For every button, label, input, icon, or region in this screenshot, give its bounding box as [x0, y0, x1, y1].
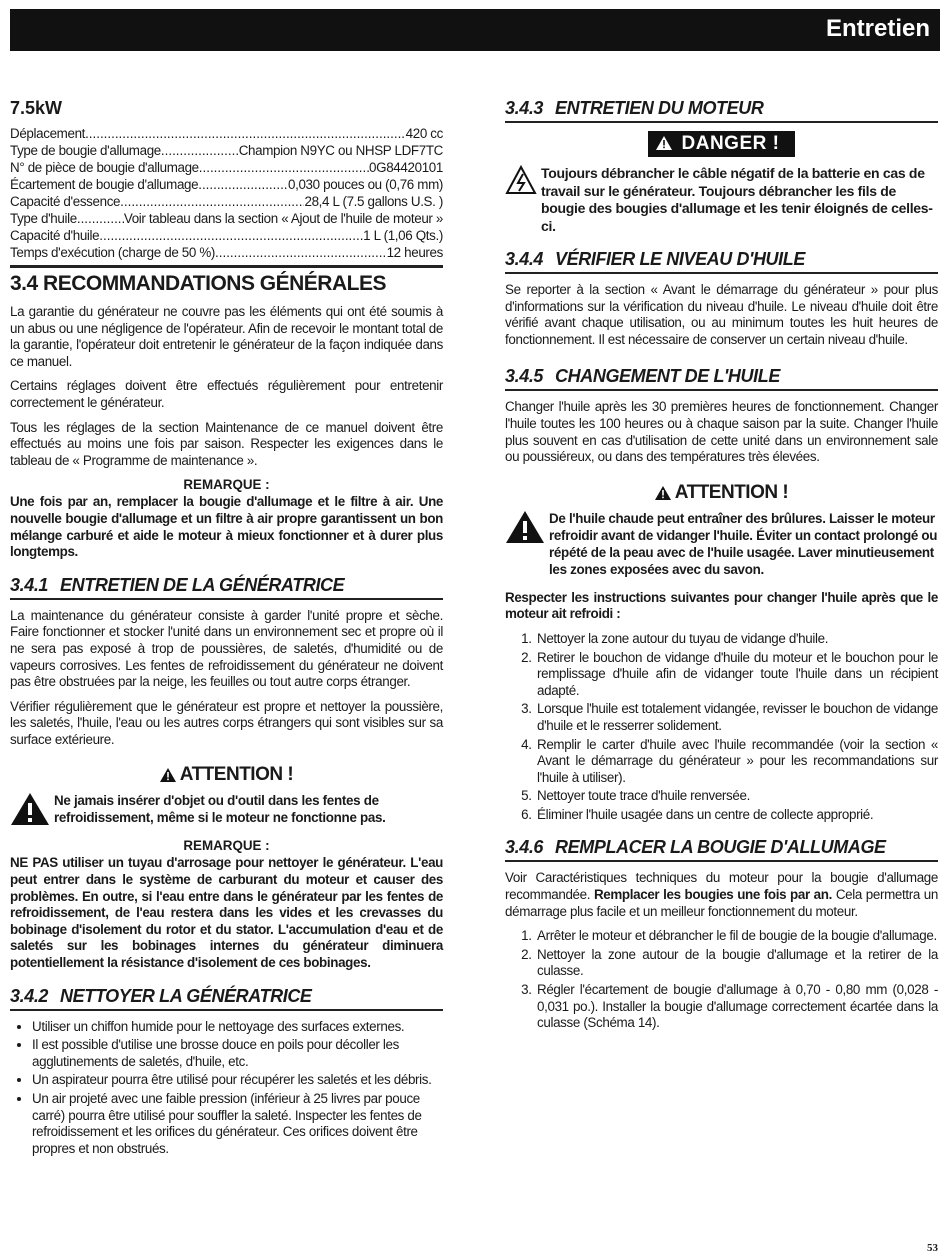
- list-item: 2. Nettoyer la zone autour de la bougie d'allumage et la retirer de la culasse.: [535, 947, 938, 980]
- dot-leader: [198, 176, 288, 193]
- subsection-number: 3.4.1: [10, 574, 49, 595]
- paragraph: Vérifier régulièrement que le générateur est propre et nettoyer la poussière, les saletés, l'huile, l'eau ou les autres corps étrangers qui sont visibles sur sa surface extérieure.: [10, 698, 443, 747]
- header-bar: [10, 9, 940, 51]
- section-heading: 3.4 RECOMMANDATIONS GÉNÉRALES: [10, 265, 443, 296]
- spec-row: [10, 176, 443, 193]
- spec-value: Champion N9YC ou NHSP LDF7TC: [238, 143, 443, 158]
- note-text: Une fois par an, remplacer la bougie d'allumage et le filtre à air. Une nouvelle bougie d'allumage et un filtre à air propre garantissent un bon mélange carburé et aide le moteur à mieux fonctionner et à durer plus longtemps.: [10, 494, 443, 560]
- subsection-heading: [505, 249, 938, 274]
- subsection-heading: [10, 575, 443, 600]
- attention-title: ATTENTION !: [505, 482, 938, 504]
- attention-text: De l'huile chaude peut entraîner des brûlures. Laisser le moteur refroidir avant de vidanger l'huile. Éviter un contact prolongé ou répété de la peau avec de l'huile usagée. Laver minutieusement les zones exposées avec du savon.: [549, 510, 938, 577]
- list-item: • Utiliser un chiffon humide pour le nettoyage des surfaces externes.: [32, 1019, 443, 1036]
- paragraph: Voir Caractéristiques techniques du moteur pour la bougie d'allumage recommandée. Remplacer les bougies une fois par an. Cela permettra un démarrage plus facile et un meilleur fonctionnement du moteur.: [505, 870, 938, 919]
- spec-label: Type de bougie d'allumage: [10, 143, 161, 158]
- page-title: Entretien: [825, 15, 930, 42]
- list-item: 3. Régler l'écartement de bougie d'allumage à 0,70 - 0,80 mm (0,028 - 0,031 po.). Installer la bougie d'allumage correctement écartée dans la culasse (Schéma 14).: [535, 982, 938, 1032]
- spec-row: [10, 125, 443, 142]
- dot-leader: [77, 210, 124, 227]
- page-number: 53: [927, 1242, 938, 1254]
- warning-triangle-icon: [655, 486, 671, 500]
- spec-label: N° de pièce de bougie d'allumage: [10, 160, 199, 175]
- attention-title: ATTENTION !: [10, 764, 443, 786]
- spec-value: 12 heures: [386, 245, 443, 260]
- danger-box: [505, 165, 938, 235]
- list-item: • Il est possible d'utilise une brosse douce en poils pour décoller les agglutinements de saletés, d'huile, etc.: [32, 1037, 443, 1070]
- spec-table: [10, 125, 443, 261]
- list-item: • Un air projeté avec une faible pression (inférieur à 25 livres par pouce carré) pourra être utilisé pour souffler la saleté. Inspecter les fentes de refroidissement et les orifices du générateur. Ces orifices doivent être propres et non obstrués.: [32, 1091, 443, 1157]
- list-item: 1. Nettoyer la zone autour du tuyau de vidange d'huile.: [535, 631, 938, 648]
- list-item: 4. Remplir le carter d'huile avec l'huile recommandée (voir la section « Avant le démarrage du générateur » pour les recommandations sur l'huile à utiliser).: [535, 737, 938, 787]
- instructions-text: Respecter les instructions suivantes pour changer l'huile après que le moteur ait refroidi :: [505, 589, 938, 622]
- spec-value: 1 L (1,06 Qts.): [363, 228, 443, 243]
- list-item: 3. Lorsque l'huile est totalement vidangée, revisser le bouchon de vidange d'huile et le resserrer solidement.: [535, 701, 938, 734]
- dot-leader: [99, 227, 363, 244]
- paragraph: La garantie du générateur ne couvre pas les éléments qui ont été soumis à un abus ou une négligence de l'opérateur. Afin de recevoir le montant total de la garantie, l'opérateur doit entretenir le générateur de la façon indiquée dans ce manuel.: [10, 304, 443, 369]
- paragraph: Tous les réglages de la section Maintenance de ce manuel doivent être effectués au moins une fois par saison. Respecter les exigences dans le tableau de « Programme de maintenance ».: [10, 419, 443, 468]
- subsection-heading: [505, 837, 938, 862]
- list-item: 2. Retirer le bouchon de vidange d'huile du moteur et le bouchon pour le remplissage d'huile afin de vidanger toute l'huile dans un récipient adapté.: [535, 650, 938, 700]
- note-label: REMARQUE :: [183, 477, 270, 493]
- attention-box: [505, 510, 938, 578]
- spec-row: [10, 210, 443, 227]
- note-text: NE PAS utiliser un tuyau d'arrosage pour nettoyer le générateur. L'eau peut entrer dans le système de carburant du moteur et causer des problèmes. En outre, si l'eau entre dans le générateur par les fentes de refroidissement, de l'eau restera dans les vides et les crevasses du bobinage d'isolement du rotor et du stator. L'accumulation d'eau et de saletés sur les bobinages internes du générateur diminuera potentiellement la résistance d'isolement de ces bobinages.: [10, 855, 443, 971]
- subsection-number: 3.4.3: [505, 98, 544, 118]
- list-item: 5. Nettoyer toute trace d'huile renversée.: [535, 788, 938, 805]
- subsection-title: VÉRIFIER LE NIVEAU D'HUILE: [555, 249, 805, 269]
- spec-value: 0G84420101: [369, 160, 443, 175]
- paragraph: Certains réglages doivent être effectués régulièrement pour entretenir correctement le générateur.: [10, 378, 443, 410]
- danger-label-box: [505, 131, 938, 157]
- spec-row: [10, 227, 443, 244]
- attention-box: [10, 792, 443, 826]
- subsection-heading: [505, 366, 938, 391]
- cleaning-list: [10, 1019, 443, 1158]
- subsection-title: CHANGEMENT DE L'HUILE: [555, 366, 780, 387]
- subsection-title: REMPLACER LA BOUGIE D'ALLUMAGE: [555, 837, 886, 858]
- paragraph: La maintenance du générateur consiste à garder l'unité propre et sèche. Faire fonctionner et stocker l'unité dans un environnement sec et propre où il ne sera pas exposé à trop de poussières, de saletés, d'humidité ou de vapeurs corrosives. Les fentes de refroidissement du générateur ne doivent pas être obstruées par la neige, les feuilles ou tout autre corps étranger.: [10, 607, 443, 690]
- warning-triangle-icon: [160, 768, 176, 782]
- spec-row: [10, 142, 443, 159]
- spark-plug-steps: [505, 928, 938, 1032]
- subsection-title: ENTRETIEN DU MOTEUR: [555, 98, 764, 118]
- list-item: 6. Éliminer l'huile usagée dans un centre de collecte approprié.: [535, 807, 938, 824]
- subsection-heading: [10, 986, 443, 1011]
- subsection-number: 3.4.6: [505, 837, 544, 858]
- model-heading: 7.5kW: [10, 98, 63, 118]
- spec-label: Capacité d'huile: [10, 228, 100, 243]
- oil-change-steps: [505, 631, 938, 824]
- warning-triangle-icon: [656, 136, 672, 150]
- left-column: [10, 98, 443, 1159]
- subsection-number: 3.4.5: [505, 366, 544, 387]
- electric-shock-icon: [505, 165, 537, 195]
- dot-leader: [199, 159, 369, 176]
- spec-value: 420 cc: [405, 126, 443, 141]
- dot-leader: [85, 125, 406, 142]
- subsection-title: NETTOYER LA GÉNÉRATRICE: [60, 985, 312, 1006]
- subsection-number: 3.4.4: [505, 249, 544, 269]
- dot-leader: [215, 244, 387, 261]
- warning-triangle-icon: [505, 510, 545, 544]
- list-item: 1. Arrêter le moteur et débrancher le fil de bougie de la bougie d'allumage.: [535, 928, 938, 945]
- warning-triangle-icon: [10, 792, 50, 826]
- subsection-heading: [505, 98, 938, 123]
- dot-leader: [161, 142, 239, 159]
- danger-label: DANGER !: [674, 132, 788, 156]
- spec-value: 0,030 pouces ou (0,76 mm): [287, 177, 443, 192]
- spec-label: Écartement de bougie d'allumage: [10, 177, 199, 192]
- list-item: • Un aspirateur pourra être utilisé pour récupérer les saletés et les débris.: [32, 1072, 443, 1089]
- attention-text: Ne jamais insérer d'objet ou d'outil dans les fentes de refroidissement, même si le moteur ne fonctionne pas.: [54, 793, 386, 826]
- spec-label: Type d'huile: [10, 211, 77, 226]
- paragraph: Se reporter à la section « Avant le démarrage du générateur » pour plus d'informations sur la vérification du niveau d'huile. Le niveau d'huile doit être vérifié avant chaque utilisation, ou au minimum toutes les huit heures de fonctionnement. Il est nécessaire de conserver un certain niveau d'huile.: [505, 282, 938, 347]
- right-column: [505, 98, 938, 1038]
- spec-label: Déplacement: [10, 126, 86, 141]
- spec-row: [10, 193, 443, 210]
- danger-text: Toujours débrancher le câble négatif de la batterie en cas de travail sur le générateur. Toujours débrancher les fils de bougie des bougies d'allumage et les tenir éloignés de celles-ci.: [541, 165, 933, 234]
- subsection-title: ENTRETIEN DE LA GÉNÉRATRICE: [60, 574, 345, 595]
- spec-value: Voir tableau dans la section « Ajout de l'huile de moteur »: [123, 211, 443, 226]
- note-label: REMARQUE :: [183, 838, 270, 854]
- subsection-number: 3.4.2: [10, 985, 49, 1006]
- spec-label: Capacité d'essence: [10, 194, 121, 209]
- spec-label: Temps d'exécution (charge de 50 %): [10, 245, 216, 260]
- dot-leader: [120, 193, 304, 210]
- spec-value: 28,4 L (7.5 gallons U.S. ): [304, 194, 443, 209]
- spec-row: [10, 244, 443, 261]
- paragraph: Changer l'huile après les 30 premières heures de fonctionnement. Changer l'huile toutes les 100 heures ou à chaque saison par la suite. Changer l'huile plus souvent en cas d'utilisation de cette unité dans un environnement sale ou poussiéreux, ou dans des températures très élevées.: [505, 399, 938, 465]
- spec-row: [10, 159, 443, 176]
